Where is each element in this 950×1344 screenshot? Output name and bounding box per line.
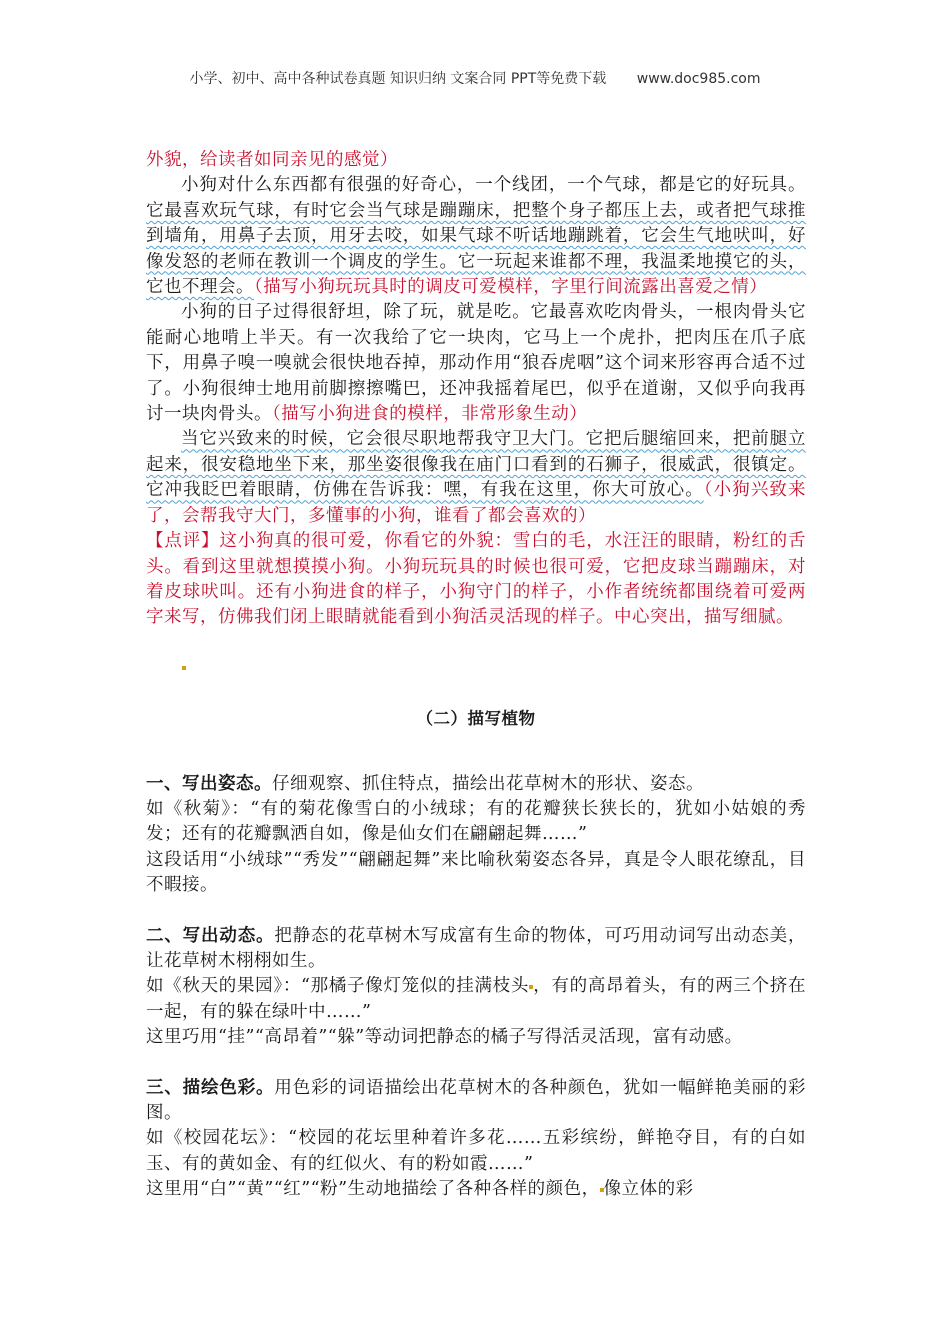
spacer (146, 681, 806, 706)
s1-intro: 仔细观察、抓住特点，描绘出花草树木的形状、姿态。 (272, 773, 704, 794)
header-text: 小学、初中、高中各种试卷真题 知识归纳 文案合同 PPT等免费下载 (189, 71, 607, 87)
s2-lead (146, 924, 806, 975)
page-header (0, 68, 950, 88)
body-text: 小狗对什么东西都有很强的好奇心，一个线团，一个气球，都是它的好玩具。 (181, 175, 806, 196)
s2-example (146, 974, 806, 1025)
section-title: （二）描写植物 (416, 709, 536, 729)
s2-intro: 把静态的花草树木写成富有生命的物体，可巧用动词写出动态美，让花草树木栩栩如生。 (146, 925, 807, 971)
document-body (146, 148, 806, 1203)
annotation-text: （描写小狗玩玩具时的调皮可爱模样，字里行间流露出喜爱之情） (254, 277, 768, 298)
paragraph-2 (146, 173, 806, 300)
annotation-text: （小狗兴致来了，会帮我守大门，多懂事的小狗，谁看了都会喜欢的） (146, 480, 807, 526)
spacer (146, 631, 806, 656)
s2-analysis: 这里巧用“挂”“高昂着”“躲”等动词把静态的橘子写得活灵活现，富有动感。 (146, 1027, 743, 1048)
s3-lead (146, 1076, 806, 1127)
s2-heading: 二、写出动态。 (146, 925, 275, 946)
spacer (146, 732, 806, 772)
underlined-text: 它最喜欢玩气球，有时它会当气球是蹦蹦床，把整个身子都压上去，或者把气球推到墙角，用鼻子去顶，用牙去咬，如果气球不听话地蹦跳着，它会生气地吠叫，好像发怒的老师在教训一个调皮的学生。它一玩起来谁都不理，我温柔地摸它的头，它也不理会。 (146, 200, 806, 298)
s3-example: 如《校园花坛》：“校园的花坛里种着许多花……五彩缤纷，鲜艳夺目，有的白如玉、有的黄如金、有的红似火、有的粉如霞……” (146, 1128, 806, 1174)
decor-dot-line (146, 656, 806, 681)
s1-example: 如《秋菊》：“有的菊花像雪白的小绒球；有的花瓣狭长狭长的，犹如小姑娘的秀发；还有的花瓣飘洒自如，像是仙女们在翩翩起舞……” (146, 798, 806, 845)
s3-analysis-b: 像立体的彩 (603, 1179, 694, 1200)
comment-tag: 【点评】 (146, 531, 220, 552)
annotation-text: （描写小狗进食的模样，非常形象生动） (272, 404, 588, 425)
s1-analysis: 这段话用“小绒球”“秀发”“翩翩起舞”来比喻秋菊姿态各异，真是令人眼花缭乱，目不暇接。 (146, 849, 806, 896)
s1-heading: 一、写出姿态。 (146, 773, 272, 794)
paragraph-1 (146, 148, 806, 173)
underlined-text: 当它兴致来的时候，它会很尽职地帮我守卫大门。它把后腿缩回来，把前腿立起来，很安稳地坐下来，那坐姿很像我在庙门口看到的石狮子，很威武，很镇定。它冲我眨巴着眼睛，仿佛在告诉我：嘿，有我在这里，你大可放心。 (146, 429, 806, 501)
spacer (146, 899, 806, 924)
s2-example-a: 如《秋天的果园》：“那橘子像灯笼似的挂满枝头 (146, 976, 530, 997)
header-url[interactable]: www.doc985.com (636, 71, 761, 87)
s3-analysis-a: 这里用“白”“黄”“红”“粉”生动地描绘了各种各样的颜色， (146, 1179, 600, 1200)
body-text: 小狗的日子过得很舒坦，除了玩，就是吃。它最喜欢吃肉骨头，一根肉骨头它能耐心地啃上半天。有一次我给了它一块肉，它马上一个虎扑，把肉压在爪子底下，用鼻子嗅一嗅就会很快地吞掉，那动作用“狼吞虎咽”这个词来形容再合适不过了。小狗很绅士地用前脚擦擦嘴巴，还冲我摇着尾巴，似乎在道谢，又似乎向我再讨一块肉骨头。 (146, 302, 806, 425)
s2-example-b: ，有的高昂着头，有的两三个挤在一起，有的躲在绿叶中……” (146, 976, 807, 1022)
comment-paragraph (146, 529, 806, 631)
s3-heading: 三、描绘色彩。 (146, 1077, 275, 1098)
s3-intro: 用色彩的词语描绘出花草树木的各种颜色，犹如一幅鲜艳美丽的彩图。 (146, 1077, 807, 1123)
s1-lead (146, 772, 806, 797)
annotation-text: 外貌，给读者如同亲见的感觉） (146, 150, 398, 170)
decor-dot (182, 666, 186, 670)
paragraph-4 (146, 427, 806, 529)
comment-text: 这小狗真的很可爱，你看它的外貌：雪白的毛，水汪汪的眼睛，粉红的舌头。看到这里就想摸摸小狗。小狗玩玩具的时候也很可爱，它把皮球当蹦蹦床，对着皮球吠叫。还有小狗进食的样子，小狗守门的样子，小作者统统都围绕着可爱两字来写，仿佛我们闭上眼睛就能看到小狗活灵活现的样子。中心突出，描写细腻。 (146, 531, 807, 628)
spacer (146, 1051, 806, 1076)
s3-analysis (146, 1177, 806, 1202)
paragraph-3 (146, 300, 806, 427)
